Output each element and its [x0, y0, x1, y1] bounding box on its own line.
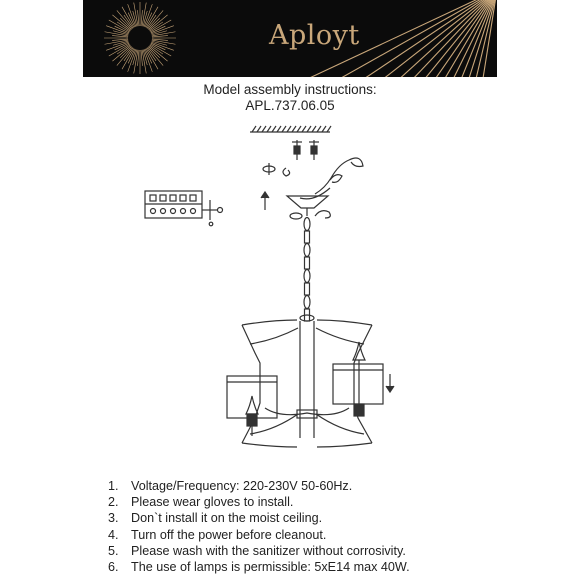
assembly-diagram — [130, 118, 430, 478]
arrow-down-icon — [386, 374, 394, 392]
model-number: APL.737.06.05 — [245, 98, 335, 113]
terminal-block-icon — [145, 191, 223, 226]
instruction-item: 6. The use of lamps is permissible: 5xE14 max 40W. — [108, 560, 410, 575]
brand-name: Aployt — [269, 20, 360, 51]
screw-icon — [283, 140, 319, 176]
instruction-item: 4. Turn off the power before cleanout. — [108, 527, 327, 542]
brand-banner — [83, 0, 497, 77]
page-title: Model assembly instructions: — [203, 82, 377, 97]
arrow-up-icon — [261, 192, 269, 210]
instruction-item: 2. Please wear gloves to install. — [108, 495, 294, 510]
instruction-item: 5. Please wash with the sanitizer without corrosivity. — [108, 543, 406, 558]
instruction-item: 1. Voltage/Frequency: 220-230V 50-60Hz. — [108, 479, 353, 493]
instruction-item: 3. Don`t install it on the moist ceiling. — [108, 511, 323, 526]
instruction-list — [108, 478, 410, 575]
